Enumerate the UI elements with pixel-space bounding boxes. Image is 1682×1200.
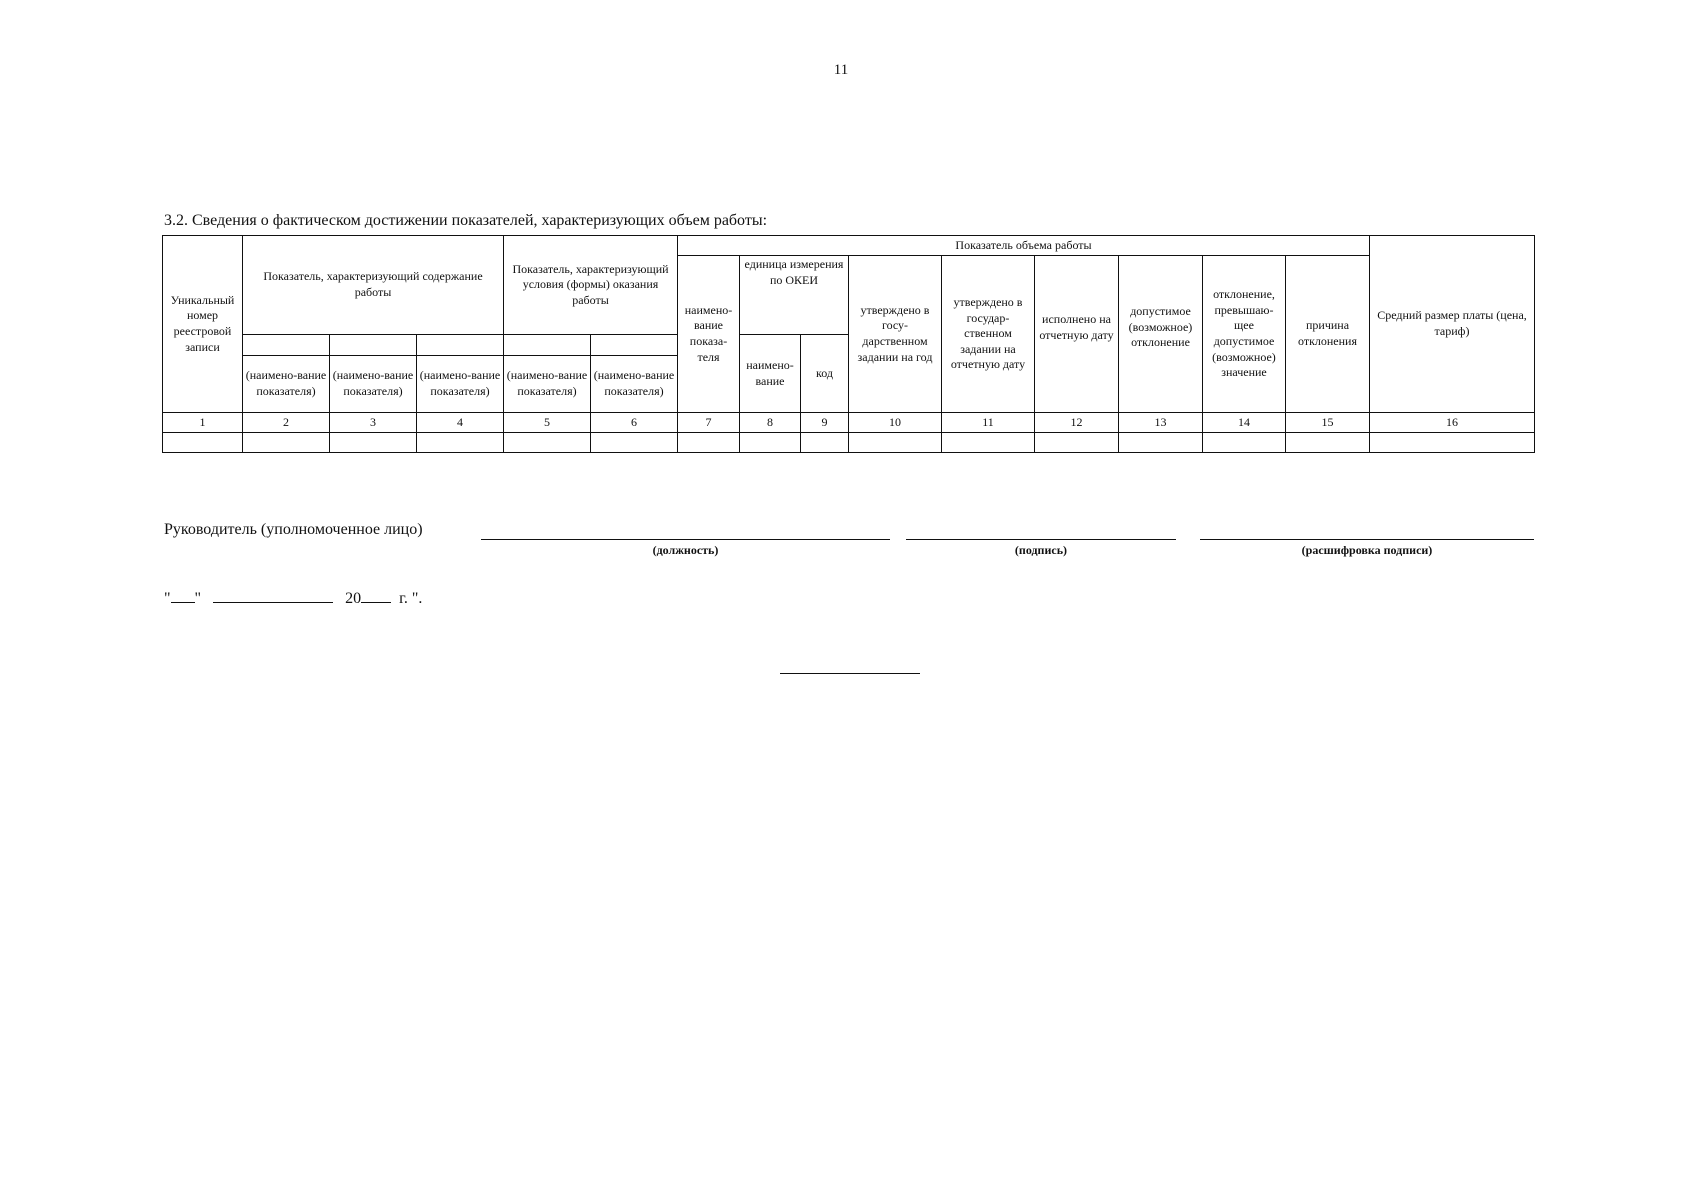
volume-indicators-table: [162, 235, 1535, 453]
position-line: [481, 539, 890, 540]
signature-line: [906, 539, 1176, 540]
table-cell: [801, 433, 849, 453]
table-cell: [243, 433, 330, 453]
header-unique-number: Уникальный номер реестровой записи: [163, 236, 243, 413]
column-number: 14: [1203, 413, 1286, 433]
header-sub-indicator-name: (наимено-вание показателя): [591, 356, 678, 413]
column-number: 4: [417, 413, 504, 433]
column-number: 8: [740, 413, 801, 433]
header-sub-indicator-name: (наимено-вание показателя): [417, 356, 504, 413]
year-prefix: 20: [345, 590, 362, 607]
table-cell: [740, 433, 801, 453]
header-allowed-deviation: допустимое (возможное) отклонение: [1119, 256, 1203, 413]
header-exceeding-deviation: отклонение, превышаю-щее допустимое (возможное) значение: [1203, 256, 1286, 413]
column-number: 15: [1286, 413, 1370, 433]
column-number: 2: [243, 413, 330, 433]
column-number: 1: [163, 413, 243, 433]
header-indicator-name: наимено-вание показа-теля: [678, 256, 740, 413]
header-sub-indicator-name: (наимено-вание показателя): [243, 356, 330, 413]
header-content-indicator: Показатель, характеризующий содержание работы: [243, 236, 504, 335]
header-executed: исполнено на отчетную дату: [1035, 256, 1119, 413]
header-blank-cell: [417, 335, 504, 356]
table-cell: [417, 433, 504, 453]
year-blank: [361, 588, 391, 603]
header-okei-unit: единица измерения по ОКЕИ: [740, 256, 849, 335]
column-number: 7: [678, 413, 740, 433]
day-blank: [171, 588, 195, 603]
header-sub-indicator-name: (наимено-вание показателя): [330, 356, 417, 413]
end-divider: [780, 673, 920, 674]
header-conditions-indicator: Показатель, характеризующий условия (формы) оказания работы: [504, 236, 678, 335]
header-blank-cell: [243, 335, 330, 356]
page-number: 11: [833, 62, 849, 78]
decoding-caption: (расшифровка подписи): [1301, 543, 1433, 557]
table-cell: [330, 433, 417, 453]
header-average-price: Средний размер платы (цена, тариф): [1370, 236, 1535, 413]
table-cell: [163, 433, 243, 453]
column-number: 3: [330, 413, 417, 433]
table-cell: [1370, 433, 1535, 453]
table-cell: [1203, 433, 1286, 453]
signature-caption: (подпись): [1014, 543, 1068, 557]
decoding-line: [1200, 539, 1534, 540]
header-blank-cell: [591, 335, 678, 356]
column-number: 10: [849, 413, 942, 433]
header-approved-date: утверждено в государ-ственном задании на отчетную дату: [942, 256, 1035, 413]
column-number: 6: [591, 413, 678, 433]
header-unit-name: наимено-вание: [740, 335, 801, 413]
column-number: 12: [1035, 413, 1119, 433]
table-cell: [942, 433, 1035, 453]
table-cell: [678, 433, 740, 453]
header-blank-cell: [504, 335, 591, 356]
table-cell: [849, 433, 942, 453]
column-number: 13: [1119, 413, 1203, 433]
header-deviation-reason: причина отклонения: [1286, 256, 1370, 413]
signatory-label: Руководитель (уполномоченное лицо): [164, 521, 423, 538]
table-cell: [1035, 433, 1119, 453]
table-cell: [1119, 433, 1203, 453]
section-title: 3.2. Сведения о фактическом достижении показателей, характеризующих объем работы:: [164, 212, 768, 229]
header-unit-code: код: [801, 335, 849, 413]
year-suffix: г. ".: [399, 590, 423, 607]
table-cell: [504, 433, 591, 453]
column-number: 16: [1370, 413, 1535, 433]
month-blank: [213, 588, 333, 603]
header-volume-indicator: Показатель объема работы: [678, 236, 1370, 256]
position-caption: (должность): [652, 543, 719, 557]
header-approved-year: утверждено в госу-дарственном задании на год: [849, 256, 942, 413]
date-close-quote: ": [194, 590, 202, 607]
date-open-quote: ": [164, 590, 171, 607]
header-blank-cell: [330, 335, 417, 356]
table-row: [163, 433, 1535, 453]
header-sub-indicator-name: (наимено-вание показателя): [504, 356, 591, 413]
date-line: [164, 588, 422, 608]
table-cell: [591, 433, 678, 453]
column-number: 11: [942, 413, 1035, 433]
table-cell: [1286, 433, 1370, 453]
column-number: 5: [504, 413, 591, 433]
column-number: 9: [801, 413, 849, 433]
